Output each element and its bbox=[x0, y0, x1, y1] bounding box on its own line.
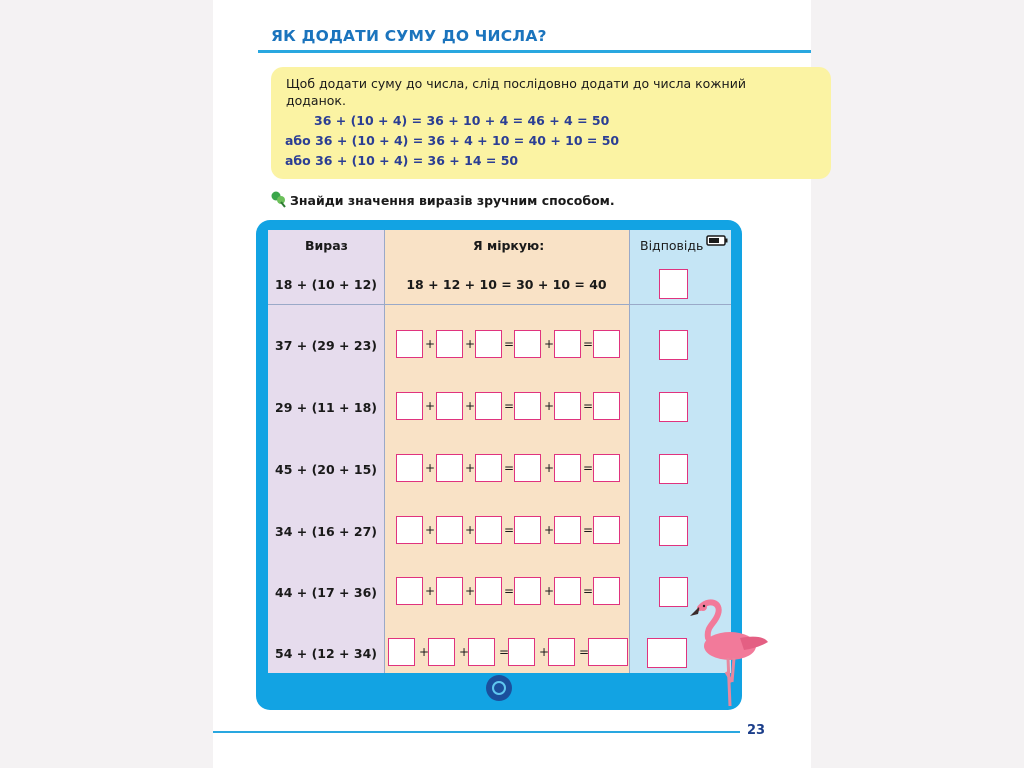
input-box[interactable] bbox=[396, 516, 423, 544]
input-box[interactable] bbox=[514, 454, 541, 482]
thinking-column bbox=[384, 230, 629, 673]
input-box[interactable] bbox=[514, 577, 541, 605]
column-divider bbox=[384, 230, 385, 673]
flamingo-icon bbox=[688, 598, 772, 710]
operator-sign: = bbox=[503, 523, 515, 537]
input-box[interactable] bbox=[508, 638, 535, 666]
input-box[interactable] bbox=[388, 638, 415, 666]
input-box[interactable] bbox=[593, 392, 620, 420]
input-box[interactable] bbox=[436, 454, 463, 482]
operator-sign: + bbox=[543, 399, 555, 413]
operator-sign: + bbox=[543, 337, 555, 351]
input-box[interactable] bbox=[475, 454, 502, 482]
row-expression: 29 + (11 + 18) bbox=[275, 400, 377, 415]
header-thinking: Я міркую: bbox=[473, 238, 545, 253]
row-expression: 44 + (17 + 36) bbox=[275, 585, 377, 600]
operator-sign: = bbox=[582, 523, 594, 537]
operator-sign: + bbox=[418, 645, 430, 659]
task-instruction: Знайди значення виразів зручним способом. bbox=[290, 193, 615, 208]
operator-sign: = bbox=[503, 584, 515, 598]
input-box[interactable] bbox=[593, 454, 620, 482]
answer-box[interactable] bbox=[659, 269, 688, 299]
input-box[interactable] bbox=[554, 392, 581, 420]
input-box[interactable] bbox=[475, 516, 502, 544]
input-box[interactable] bbox=[436, 577, 463, 605]
row-expression: 45 + (20 + 15) bbox=[275, 462, 377, 477]
operator-sign: = bbox=[503, 461, 515, 475]
operator-sign: + bbox=[424, 399, 436, 413]
operator-sign: + bbox=[464, 461, 476, 475]
page-heading: ЯК ДОДАТИ СУМУ ДО ЧИСЛА? bbox=[271, 27, 547, 45]
battery-icon bbox=[706, 235, 728, 246]
input-box[interactable] bbox=[514, 330, 541, 358]
input-box[interactable] bbox=[396, 454, 423, 482]
input-box[interactable] bbox=[436, 392, 463, 420]
input-box[interactable] bbox=[396, 577, 423, 605]
operator-sign: = bbox=[503, 399, 515, 413]
operator-sign: = bbox=[503, 337, 515, 351]
input-box[interactable] bbox=[593, 330, 620, 358]
operator-sign: + bbox=[424, 584, 436, 598]
input-box[interactable] bbox=[554, 577, 581, 605]
input-box[interactable] bbox=[396, 330, 423, 358]
input-box[interactable] bbox=[436, 330, 463, 358]
operator-sign: + bbox=[538, 645, 550, 659]
operator-sign: + bbox=[424, 461, 436, 475]
input-box[interactable] bbox=[593, 577, 620, 605]
input-box[interactable] bbox=[475, 392, 502, 420]
input-box[interactable] bbox=[548, 638, 575, 666]
operator-sign: + bbox=[543, 584, 555, 598]
operator-sign: + bbox=[424, 523, 436, 537]
operator-sign: = bbox=[578, 645, 590, 659]
header-answer: Відповідь bbox=[640, 238, 704, 253]
input-box[interactable] bbox=[436, 516, 463, 544]
operator-sign: = bbox=[582, 461, 594, 475]
example-thinking: 18 + 12 + 10 = 30 + 10 = 40 bbox=[406, 277, 607, 292]
operator-sign: + bbox=[464, 399, 476, 413]
input-box[interactable] bbox=[468, 638, 495, 666]
rule-text: Щоб додати суму до числа, слід послідовно додати до числа кожний доданок. bbox=[286, 76, 746, 108]
row-expression: 34 + (16 + 27) bbox=[275, 524, 377, 539]
answer-box[interactable] bbox=[659, 516, 688, 546]
input-box[interactable] bbox=[514, 516, 541, 544]
operator-sign: = bbox=[582, 337, 594, 351]
answer-box[interactable] bbox=[659, 392, 688, 422]
input-box[interactable] bbox=[554, 516, 581, 544]
formula-line-1: 36 + (10 + 4) = 36 + 10 + 4 = 46 + 4 = 50 bbox=[314, 113, 610, 128]
input-box[interactable] bbox=[554, 454, 581, 482]
operator-sign: + bbox=[464, 337, 476, 351]
home-button-icon bbox=[486, 675, 512, 701]
input-box[interactable] bbox=[475, 577, 502, 605]
answer-box[interactable] bbox=[659, 454, 688, 484]
operator-sign: + bbox=[543, 461, 555, 475]
formula-line-2: або 36 + (10 + 4) = 36 + 4 + 10 = 40 + 10 = 50 bbox=[285, 133, 620, 148]
operator-sign: + bbox=[458, 645, 470, 659]
header-divider bbox=[268, 304, 731, 305]
input-box[interactable] bbox=[588, 638, 628, 666]
row-expression: 54 + (12 + 34) bbox=[275, 646, 377, 661]
input-box[interactable] bbox=[396, 392, 423, 420]
footer-divider bbox=[213, 731, 740, 733]
heading-divider bbox=[258, 50, 811, 53]
answer-box[interactable] bbox=[659, 330, 688, 360]
operator-sign: + bbox=[464, 584, 476, 598]
operator-sign: + bbox=[464, 523, 476, 537]
input-box[interactable] bbox=[593, 516, 620, 544]
row-expression: 37 + (29 + 23) bbox=[275, 338, 377, 353]
answer-box[interactable] bbox=[647, 638, 687, 668]
operator-sign: + bbox=[543, 523, 555, 537]
input-box[interactable] bbox=[514, 392, 541, 420]
operator-sign: = bbox=[582, 584, 594, 598]
header-expression: Вираз bbox=[305, 238, 348, 253]
page-number: 23 bbox=[747, 723, 766, 738]
example-expression: 18 + (10 + 12) bbox=[275, 277, 377, 292]
input-box[interactable] bbox=[475, 330, 502, 358]
operator-sign: = bbox=[582, 399, 594, 413]
answer-box[interactable] bbox=[659, 577, 688, 607]
formula-line-3: або 36 + (10 + 4) = 36 + 14 = 50 bbox=[285, 153, 519, 168]
pushpin-icon bbox=[270, 190, 288, 208]
column-divider bbox=[629, 230, 630, 673]
input-box[interactable] bbox=[428, 638, 455, 666]
expression-column bbox=[268, 230, 384, 673]
operator-sign: + bbox=[424, 337, 436, 351]
operator-sign: = bbox=[498, 645, 510, 659]
input-box[interactable] bbox=[554, 330, 581, 358]
